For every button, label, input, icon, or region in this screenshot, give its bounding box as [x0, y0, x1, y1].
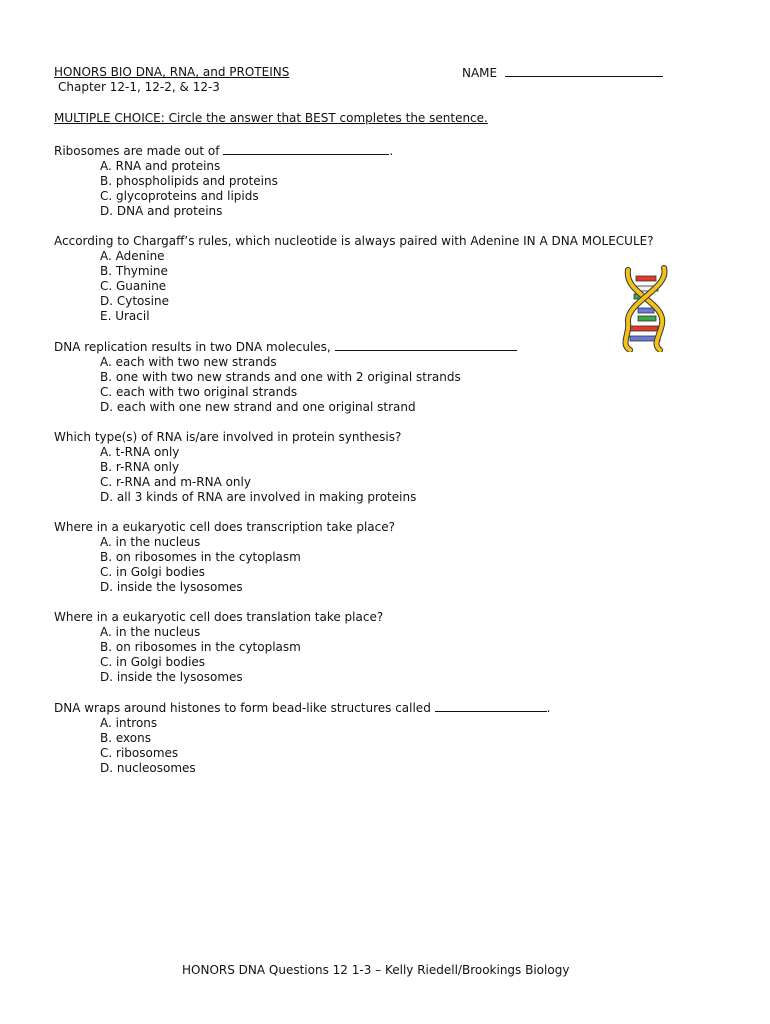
option-4b[interactable]: B. r-RNA only: [100, 460, 180, 474]
name-field[interactable]: [462, 65, 663, 81]
option-4c[interactable]: C. r-RNA and m-RNA only: [100, 475, 251, 489]
dna-rung-icon: [636, 276, 656, 281]
option-2b[interactable]: B. Thymine: [100, 264, 168, 278]
option-3a[interactable]: A. each with two new strands: [100, 355, 277, 369]
name-blank[interactable]: [505, 65, 663, 77]
option-3d[interactable]: D. each with one new strand and one original strand: [100, 400, 416, 414]
option-6b[interactable]: B. on ribosomes in the cytoplasm: [100, 640, 301, 654]
option-4d[interactable]: D. all 3 kinds of RNA are involved in making proteins: [100, 490, 417, 504]
question-1: [54, 143, 393, 219]
question-text-2: According to Chargaff’s rules, which nucleotide is always paired with Adenine IN A DNA MOLECULE?: [54, 234, 654, 248]
option-6c[interactable]: C. in Golgi bodies: [100, 655, 206, 669]
option-4a[interactable]: A. t-RNA only: [100, 445, 180, 459]
option-7b[interactable]: B. exons: [100, 731, 151, 745]
option-2a[interactable]: A. Adenine: [100, 249, 165, 263]
dna-rung-icon: [638, 316, 656, 321]
question-5: [54, 520, 395, 595]
option-2d[interactable]: D. Cytosine: [100, 294, 169, 308]
name-label: NAME: [462, 66, 498, 80]
option-2e[interactable]: E. Uracil: [100, 309, 150, 323]
option-5b[interactable]: B. on ribosomes in the cytoplasm: [100, 550, 301, 564]
option-6a[interactable]: A. in the nucleus: [100, 625, 201, 639]
option-5c[interactable]: C. in Golgi bodies: [100, 565, 206, 579]
question-4: [54, 430, 416, 505]
answer-blank-1[interactable]: [223, 143, 389, 155]
question-text-7: DNA wraps around histones to form bead-like structures called .: [54, 701, 551, 715]
question-text-3: DNA replication results in two DNA molecules,: [54, 339, 517, 355]
option-1a[interactable]: A. RNA and proteins: [100, 159, 221, 173]
option-5a[interactable]: A. in the nucleus: [100, 535, 201, 549]
answer-blank-3[interactable]: [335, 339, 517, 351]
option-3c[interactable]: C. each with two original strands: [100, 385, 298, 399]
question-text-5: Where in a eukaryotic cell does transcription take place?: [54, 520, 395, 534]
page-footer: HONORS DNA Questions 12 1-3 – Kelly Riedell/Brookings Biology: [182, 963, 570, 977]
question-text-6: Where in a eukaryotic cell does translation take place?: [54, 610, 384, 624]
question-2: [54, 234, 654, 324]
option-5d[interactable]: D. inside the lysosomes: [100, 580, 243, 594]
option-1d[interactable]: D. DNA and proteins: [100, 204, 223, 218]
option-7a[interactable]: A. introns: [100, 716, 158, 730]
question-3: [54, 339, 517, 415]
answer-blank-7[interactable]: [435, 700, 547, 712]
dna-rung-icon: [628, 326, 658, 331]
dna-rung-icon: [638, 308, 654, 313]
question-text-1: Ribosomes are made out of .: [54, 144, 394, 158]
chapter-label: Chapter 12-1, 12-2, & 12-3: [58, 80, 220, 94]
question-7: [54, 700, 550, 776]
option-6d[interactable]: D. inside the lysosomes: [100, 670, 243, 684]
dna-helix-icon: [616, 264, 678, 352]
option-7d[interactable]: D. nucleosomes: [100, 761, 196, 775]
option-3b[interactable]: B. one with two new strands and one with 2 original strands: [100, 370, 461, 384]
option-2c[interactable]: C. Guanine: [100, 279, 167, 293]
option-7c[interactable]: C. ribosomes: [100, 746, 179, 760]
option-1b[interactable]: B. phospholipids and proteins: [100, 174, 278, 188]
instructions: MULTIPLE CHOICE: Circle the answer that BEST completes the sentence.: [54, 111, 488, 125]
option-1c[interactable]: C. glycoproteins and lipids: [100, 189, 259, 203]
worksheet-title: HONORS BIO DNA, RNA, and PROTEINS: [54, 65, 290, 79]
question-text-4: Which type(s) of RNA is/are involved in protein synthesis?: [54, 430, 402, 444]
question-6: [54, 610, 383, 685]
